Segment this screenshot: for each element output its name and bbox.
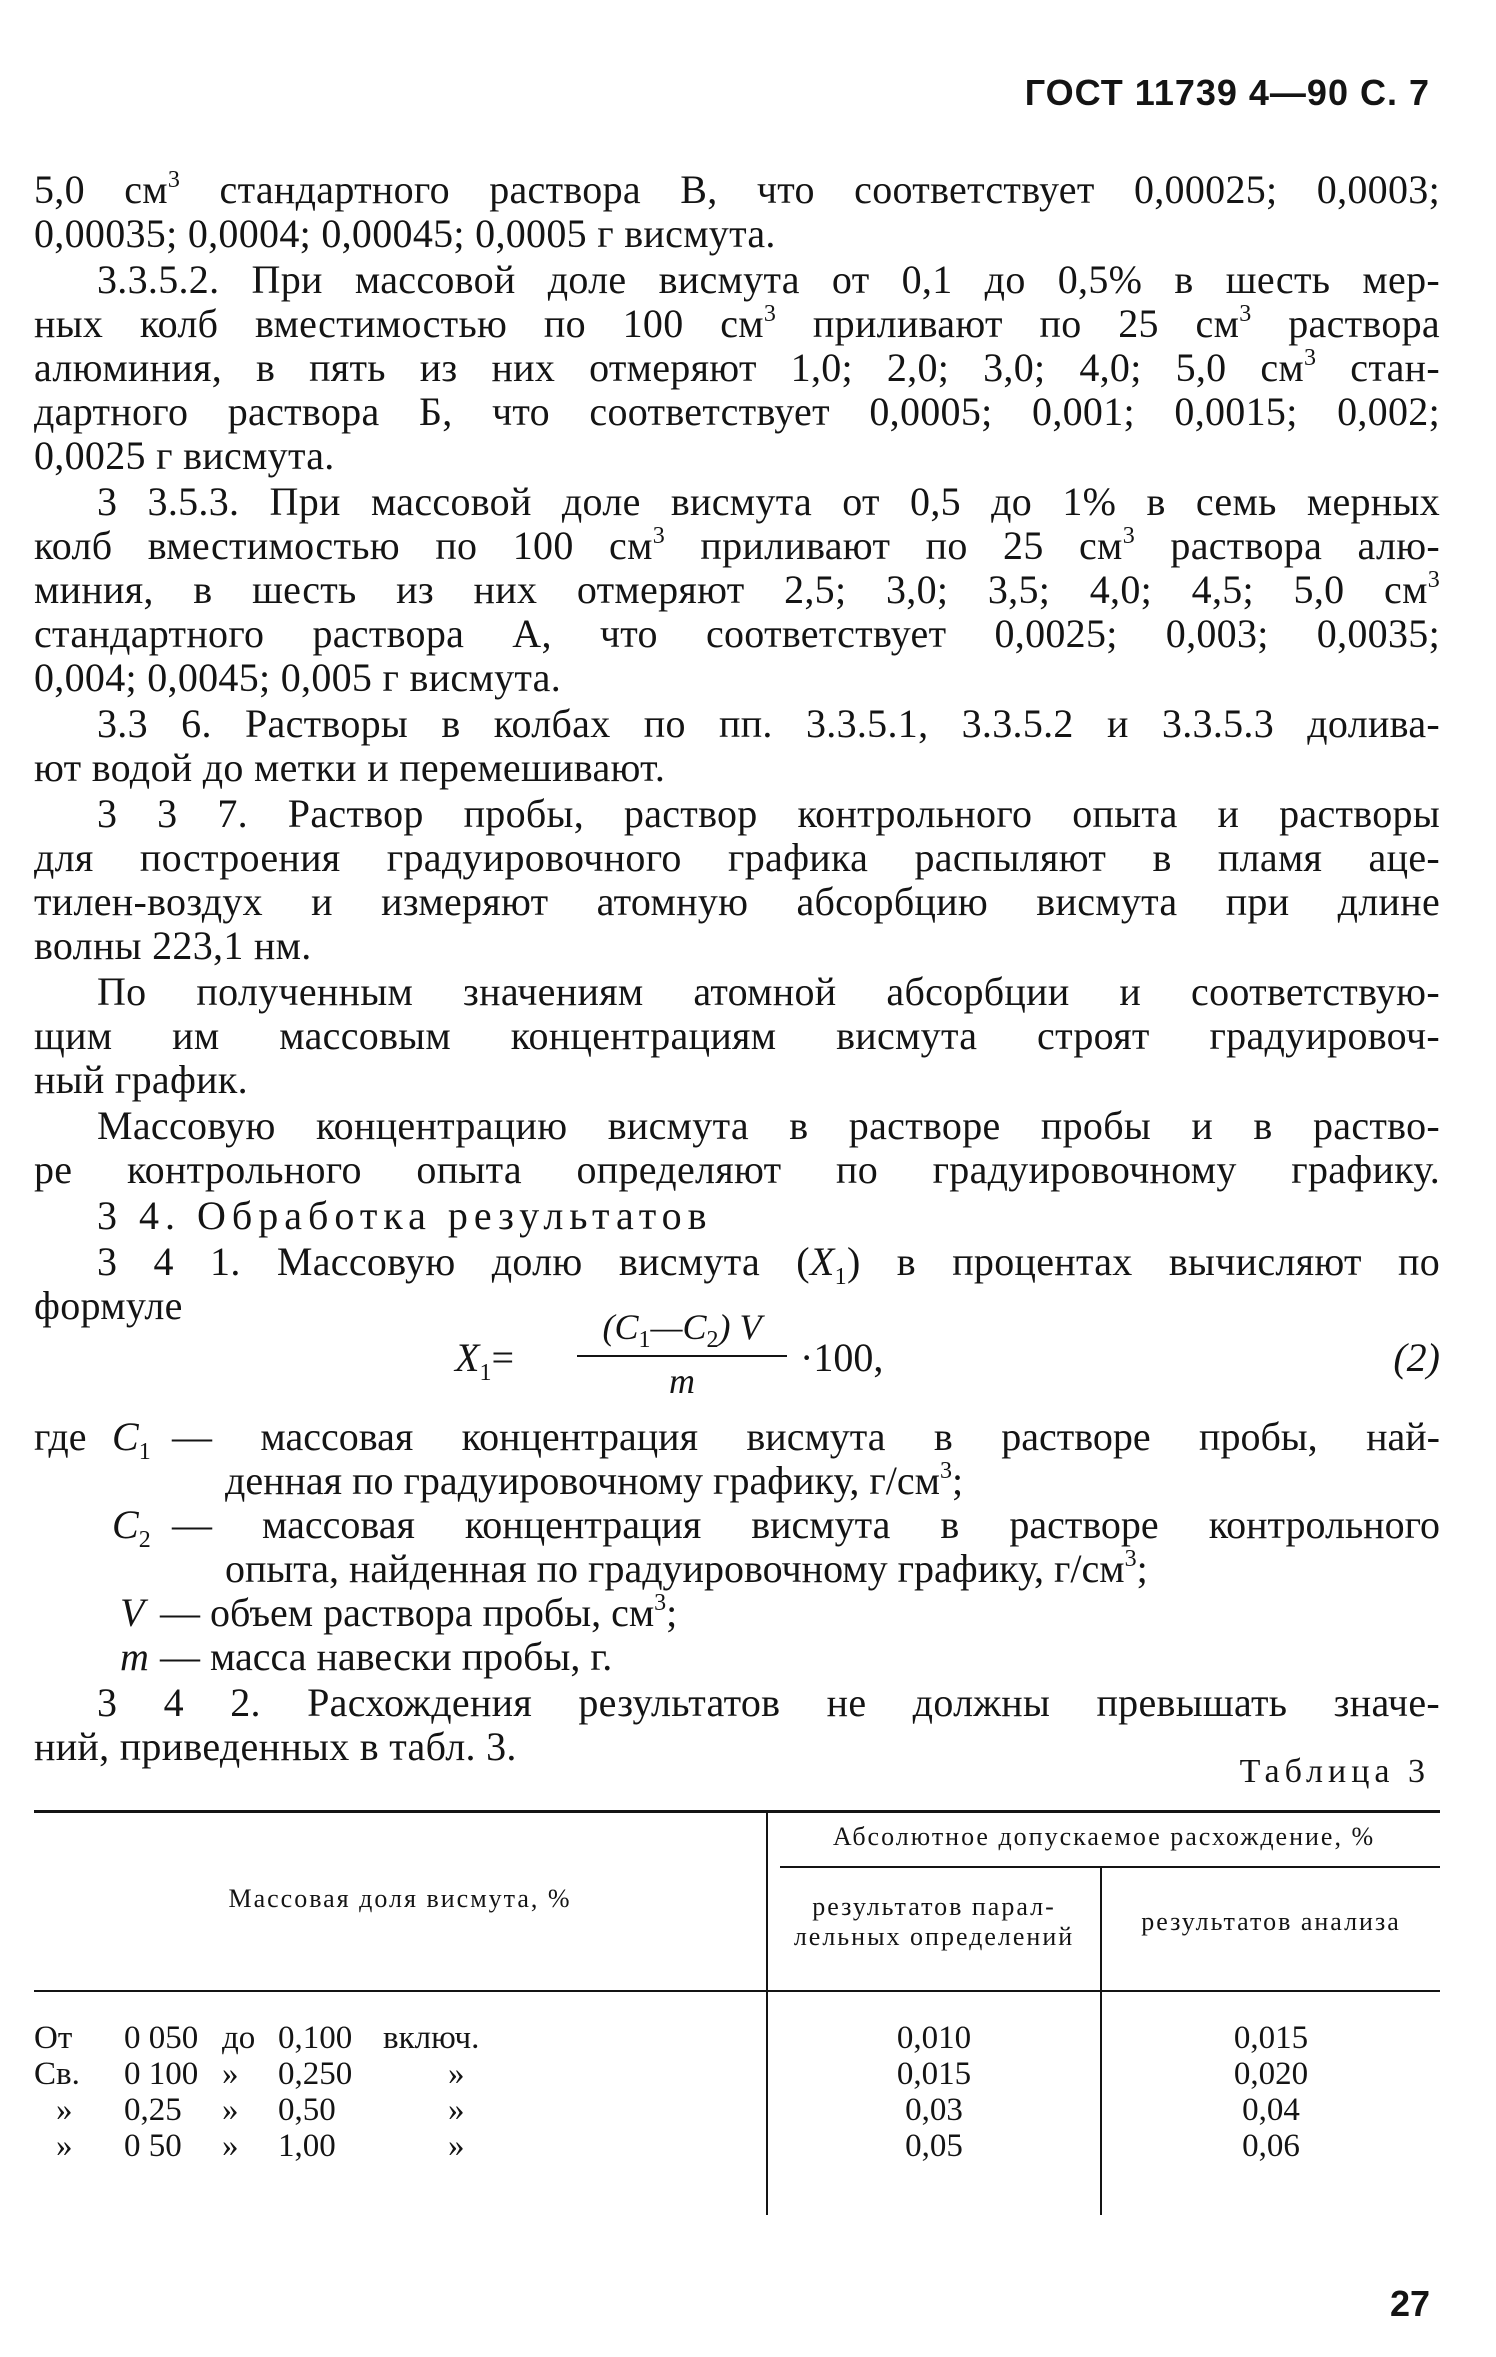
row-prefix: » <box>56 2128 73 2164</box>
row-from: 0,25 <box>124 2092 182 2128</box>
formula-denominator: m <box>669 1361 695 1401</box>
page-header: ГОСТ 11739 4—90 С. 7 <box>1024 72 1430 113</box>
equation-number: (2) <box>1393 1335 1440 1380</box>
row-parallel: 0,015 <box>896 2056 972 2092</box>
row-analysis: 0,020 <box>1233 2056 1309 2092</box>
text-line: 3 3 7. Раствор пробы, раствор контрольного опыта и растворы <box>97 791 1440 836</box>
row-analysis: 0,04 <box>1242 2092 1300 2128</box>
text-line: 3.3.5.2. При массовой доле висмута от 0,1 до 0,5% в шесть мер- <box>97 257 1440 302</box>
row-to: 0,250 <box>278 2056 353 2092</box>
table-caption: Таблица 3 <box>1239 1753 1430 1790</box>
text-line: колб вместимостью по 100 $см^3$ приливают по 25 $см^3$ раствора алю- <box>34 522 1441 568</box>
table-header-analysis: результатов анализа <box>1141 1907 1401 1936</box>
text-line: формуле <box>34 1283 183 1328</box>
definition-symbol: V <box>120 1590 145 1635</box>
row-suffix: » <box>448 2056 465 2092</box>
text-line: ре контрольного опыта определяют по градуировочному графику. <box>34 1147 1440 1192</box>
row-parallel: 0,05 <box>905 2128 963 2164</box>
text-line: 3 3.5.3. При массовой доле висмута от 0,5 до 1% в семь мерных <box>97 479 1440 524</box>
text-line: алюминия, в пять из них отмеряют 1,0; 2,0; 3,0; 4,0; 5,0 $см^3$ стан- <box>34 344 1440 390</box>
definition-text: — объем раствора пробы, $см^3$; <box>160 1589 678 1635</box>
definition-text: опыта, найденная по градуировочному графику, $г/см^3$; <box>225 1545 1148 1591</box>
page-number: 27 <box>1389 2283 1430 2324</box>
row-from: 0 50 <box>124 2128 182 2164</box>
text-line: щим им массовым концентрациям висмута строят градуировоч- <box>34 1013 1440 1058</box>
row-prefix: От <box>34 2020 73 2056</box>
text-line: 5,0 $см^3$ стандартного раствора В, что соответствует 0,00025; 0,0003; <box>34 166 1440 212</box>
text-line: тилен-воздух и измеряют атомную абсорбцию висмута при длине <box>34 879 1440 924</box>
table-header-group: Абсолютное допускаемое расхождение, % <box>832 1822 1376 1851</box>
text-line: дартного раствора Б, что соответствует 0,0005; 0,001; 0,0015; 0,002; <box>34 389 1440 434</box>
row-sep: до <box>222 2020 256 2056</box>
row-from: 0 050 <box>124 2020 199 2056</box>
row-sep: » <box>222 2056 239 2092</box>
text-line: ный график. <box>34 1057 248 1102</box>
row-suffix: » <box>448 2128 465 2164</box>
row-to: 1,00 <box>278 2128 336 2164</box>
text-line: По полученным значениям атомной абсорбции и соответствую- <box>97 969 1440 1014</box>
definition-text: — массовая концентрация висмута в растворе пробы, най- <box>172 1414 1440 1459</box>
text-line: для построения градуировочного графика распыляют в пламя аце- <box>34 835 1440 880</box>
table-header-parallel: результатов парал- лельных определений <box>793 1892 1075 1951</box>
text-line: Массовую концентрацию висмута в растворе пробы и в раство- <box>97 1103 1440 1148</box>
row-parallel: 0,010 <box>896 2020 972 2056</box>
definition-symbol: m <box>120 1634 149 1679</box>
row-prefix: Св. <box>34 2056 80 2092</box>
row-from: 0 100 <box>124 2056 199 2092</box>
row-to: 0,50 <box>278 2092 336 2128</box>
table-header-mass-fraction: Массовая доля висмута, % <box>228 1884 572 1913</box>
section-heading: 3 4. Обработка результатов <box>97 1193 713 1238</box>
text-line: 3 4 2. Расхождения результатов не должны превышать значе- <box>97 1680 1440 1725</box>
row-suffix: включ. <box>383 2020 480 2056</box>
text-line: ных колб вместимостью по 100 $см^3$ приливают по 25 $см^3$ раствора <box>34 300 1440 346</box>
text-line: 0,0025 г висмута. <box>34 433 335 478</box>
formula-lhs: $X_1=$ <box>455 1335 514 1386</box>
formula-rhs: ·100, <box>800 1335 884 1380</box>
text-line: 3 4 1. Массовую долю висмута $(X_1)$ в процентах вычисляют по <box>97 1239 1440 1290</box>
definition-text: денная по градуировочному графику, $г/см^3$; <box>225 1457 964 1503</box>
definition-text: — массовая концентрация висмута в растворе контрольного <box>172 1502 1440 1547</box>
definition-text: — масса навески пробы, г. <box>160 1634 613 1679</box>
row-to: 0,100 <box>278 2020 353 2056</box>
table-header-rule <box>34 1990 1440 1992</box>
row-analysis: 0,06 <box>1242 2128 1300 2164</box>
text-line: ний, приведенных в табл. 3. <box>34 1724 517 1769</box>
text-line: волны 223,1 нм. <box>34 923 312 968</box>
definition-symbol: $C_1$ <box>112 1414 151 1465</box>
row-prefix: » <box>56 2092 73 2128</box>
row-sep: » <box>222 2092 239 2128</box>
definition-symbol: $C_2$ <box>112 1502 151 1553</box>
table-group-rule <box>780 1866 1440 1868</box>
text-line: 3.3 6. Растворы в колбах по пп. 3.3.5.1, 3.3.5.2 и 3.3.5.3 долива- <box>97 701 1440 746</box>
text-line: стандартного раствора А, что соответствует 0,0025; 0,003; 0,0035; <box>34 611 1440 656</box>
text-line: 0,00035; 0,0004; 0,00045; 0,0005 г висмута. <box>34 211 776 256</box>
text-line: ют водой до метки и перемешивают. <box>34 745 666 790</box>
row-analysis: 0,015 <box>1233 2020 1309 2056</box>
text-line: 0,004; 0,0045; 0,005 г висмута. <box>34 655 562 700</box>
row-sep: » <box>222 2128 239 2164</box>
formula <box>455 1307 1440 1401</box>
row-parallel: 0,03 <box>905 2092 963 2128</box>
formula-numerator: $(C_1—C_2)$ V <box>602 1307 762 1354</box>
fraction-bar <box>577 1355 787 1357</box>
text-line: миния, в шесть из них отмеряют 2,5; 3,0; 3,5; 4,0; 4,5; 5,0 $см^3$ <box>34 566 1440 612</box>
table-top-rule <box>34 1810 1440 1813</box>
row-suffix: » <box>448 2092 465 2128</box>
where-label: где <box>34 1414 87 1459</box>
